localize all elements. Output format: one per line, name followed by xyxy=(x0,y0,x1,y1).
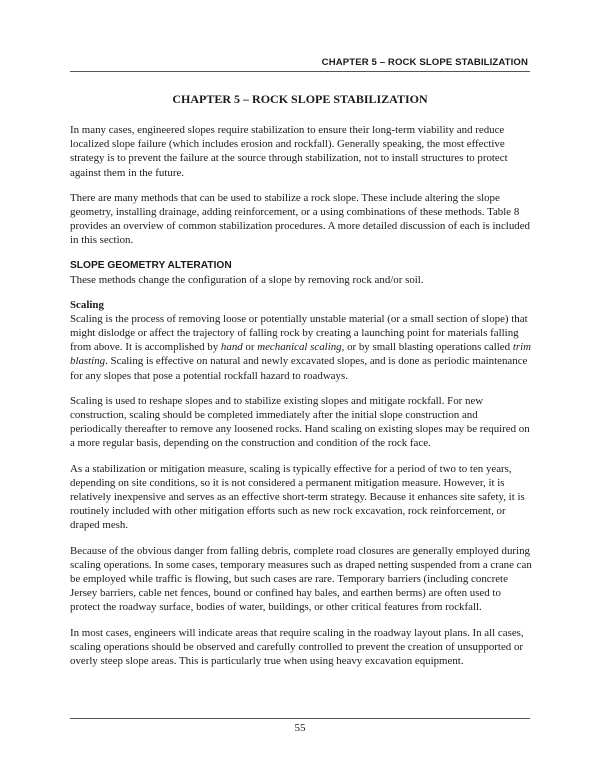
chapter-title: CHAPTER 5 – ROCK SLOPE STABILIZATION xyxy=(172,92,428,106)
intro-paragraph-1: In many cases, engineered slopes require stabilization to ensure their long-term viability and reduce localized slope failure (which includes erosion and rockfall). Generally speaking, the most effective strategy is to prevent the failure at the source through stabilization, not to install structures to protect against them in the future. xyxy=(70,124,508,179)
scaling-paragraph-2: Scaling is used to reshape slopes and to stabilize existing slopes and mitigate rockfall. For new construction, scaling should be completed immediately after the initial slope construction and periodically thereafter to remove any loosened rocks. Hand scaling on existing slopes may be required on a more regular basis, depending on the construction and condition of the rock face. xyxy=(70,394,530,450)
scaling-paragraph-4: Because of the obvious danger from falling debris, complete road closures are generally employed during scaling operations. In some cases, temporary measures such as draped netting suspended from a crane can be employed while traffic is flowing, but such cases are rare. Temporary barriers (including concrete Jersey barriers, cable net fences, bound or confined hay bales, and earthen berms) are often used to protect the roadway surface, bodies of water, buildings, or other critical features from rockfall. xyxy=(70,544,532,614)
text-run: Scaling is the process of removing loose or potentially unstable material (or a small section of slope) that might dislodge or affect the trajectory of falling rock by creating a launching point for materials falling from above. It is accomplished by xyxy=(70,312,528,354)
section-intro: These methods change the configuration of a slope by removing rock and/or soil. xyxy=(70,273,424,286)
header-rule xyxy=(70,71,530,72)
body-text xyxy=(70,123,532,678)
scaling-paragraph-5: In most cases, engineers will indicate areas that require scaling in the roadway layout plans. In all cases, scaling operations should be observed and carefully controlled to prevent the creation of unsupported or overly steep slope areas. This is particularly true when using heavy excavation equipment. xyxy=(70,626,524,668)
scaling-paragraph-3: As a stabilization or mitigation measure, scaling is typically effective for a period of two to ten years, depending on site conditions, so it is not considered a permanent mitigation measure. However, it is relatively inexpensive and serves as an effective short-term strategy. Because it enhances site safety, it is routinely included with other mitigation efforts such as new rock excavation, rock reinforcement, or draped mesh. xyxy=(70,462,525,532)
emphasis-trim-blasting: trim blasting xyxy=(70,341,531,368)
scaling-paragraph-1 xyxy=(70,312,532,383)
intro-paragraph-2: There are many methods that can be used to stabilize a rock slope. These include altering the slope geometry, installing drainage, adding reinforcement, or a using combinations of these methods. Table 8 provides an overview of common stabilization procedures. A more detailed discussion of each is included in this section. xyxy=(70,191,531,247)
section-heading: SLOPE GEOMETRY ALTERATION xyxy=(70,259,232,271)
text-run: , or by small blasting operations called xyxy=(341,341,513,354)
page-number: 55 xyxy=(294,722,306,734)
text-run: . Scaling is effective on natural and newly excavated slopes, and is done as periodic maintenance for any slopes that pose a potential rockfall hazard to roadways. xyxy=(70,355,528,382)
emphasis-hand: hand xyxy=(220,341,243,354)
subsection-heading-scaling: Scaling xyxy=(70,298,104,311)
running-header: CHAPTER 5 – ROCK SLOPE STABILIZATION xyxy=(321,57,528,68)
text-run: or xyxy=(242,341,258,354)
emphasis-mechanical-scaling: mechanical scaling xyxy=(257,341,342,354)
footer-rule xyxy=(70,718,530,719)
